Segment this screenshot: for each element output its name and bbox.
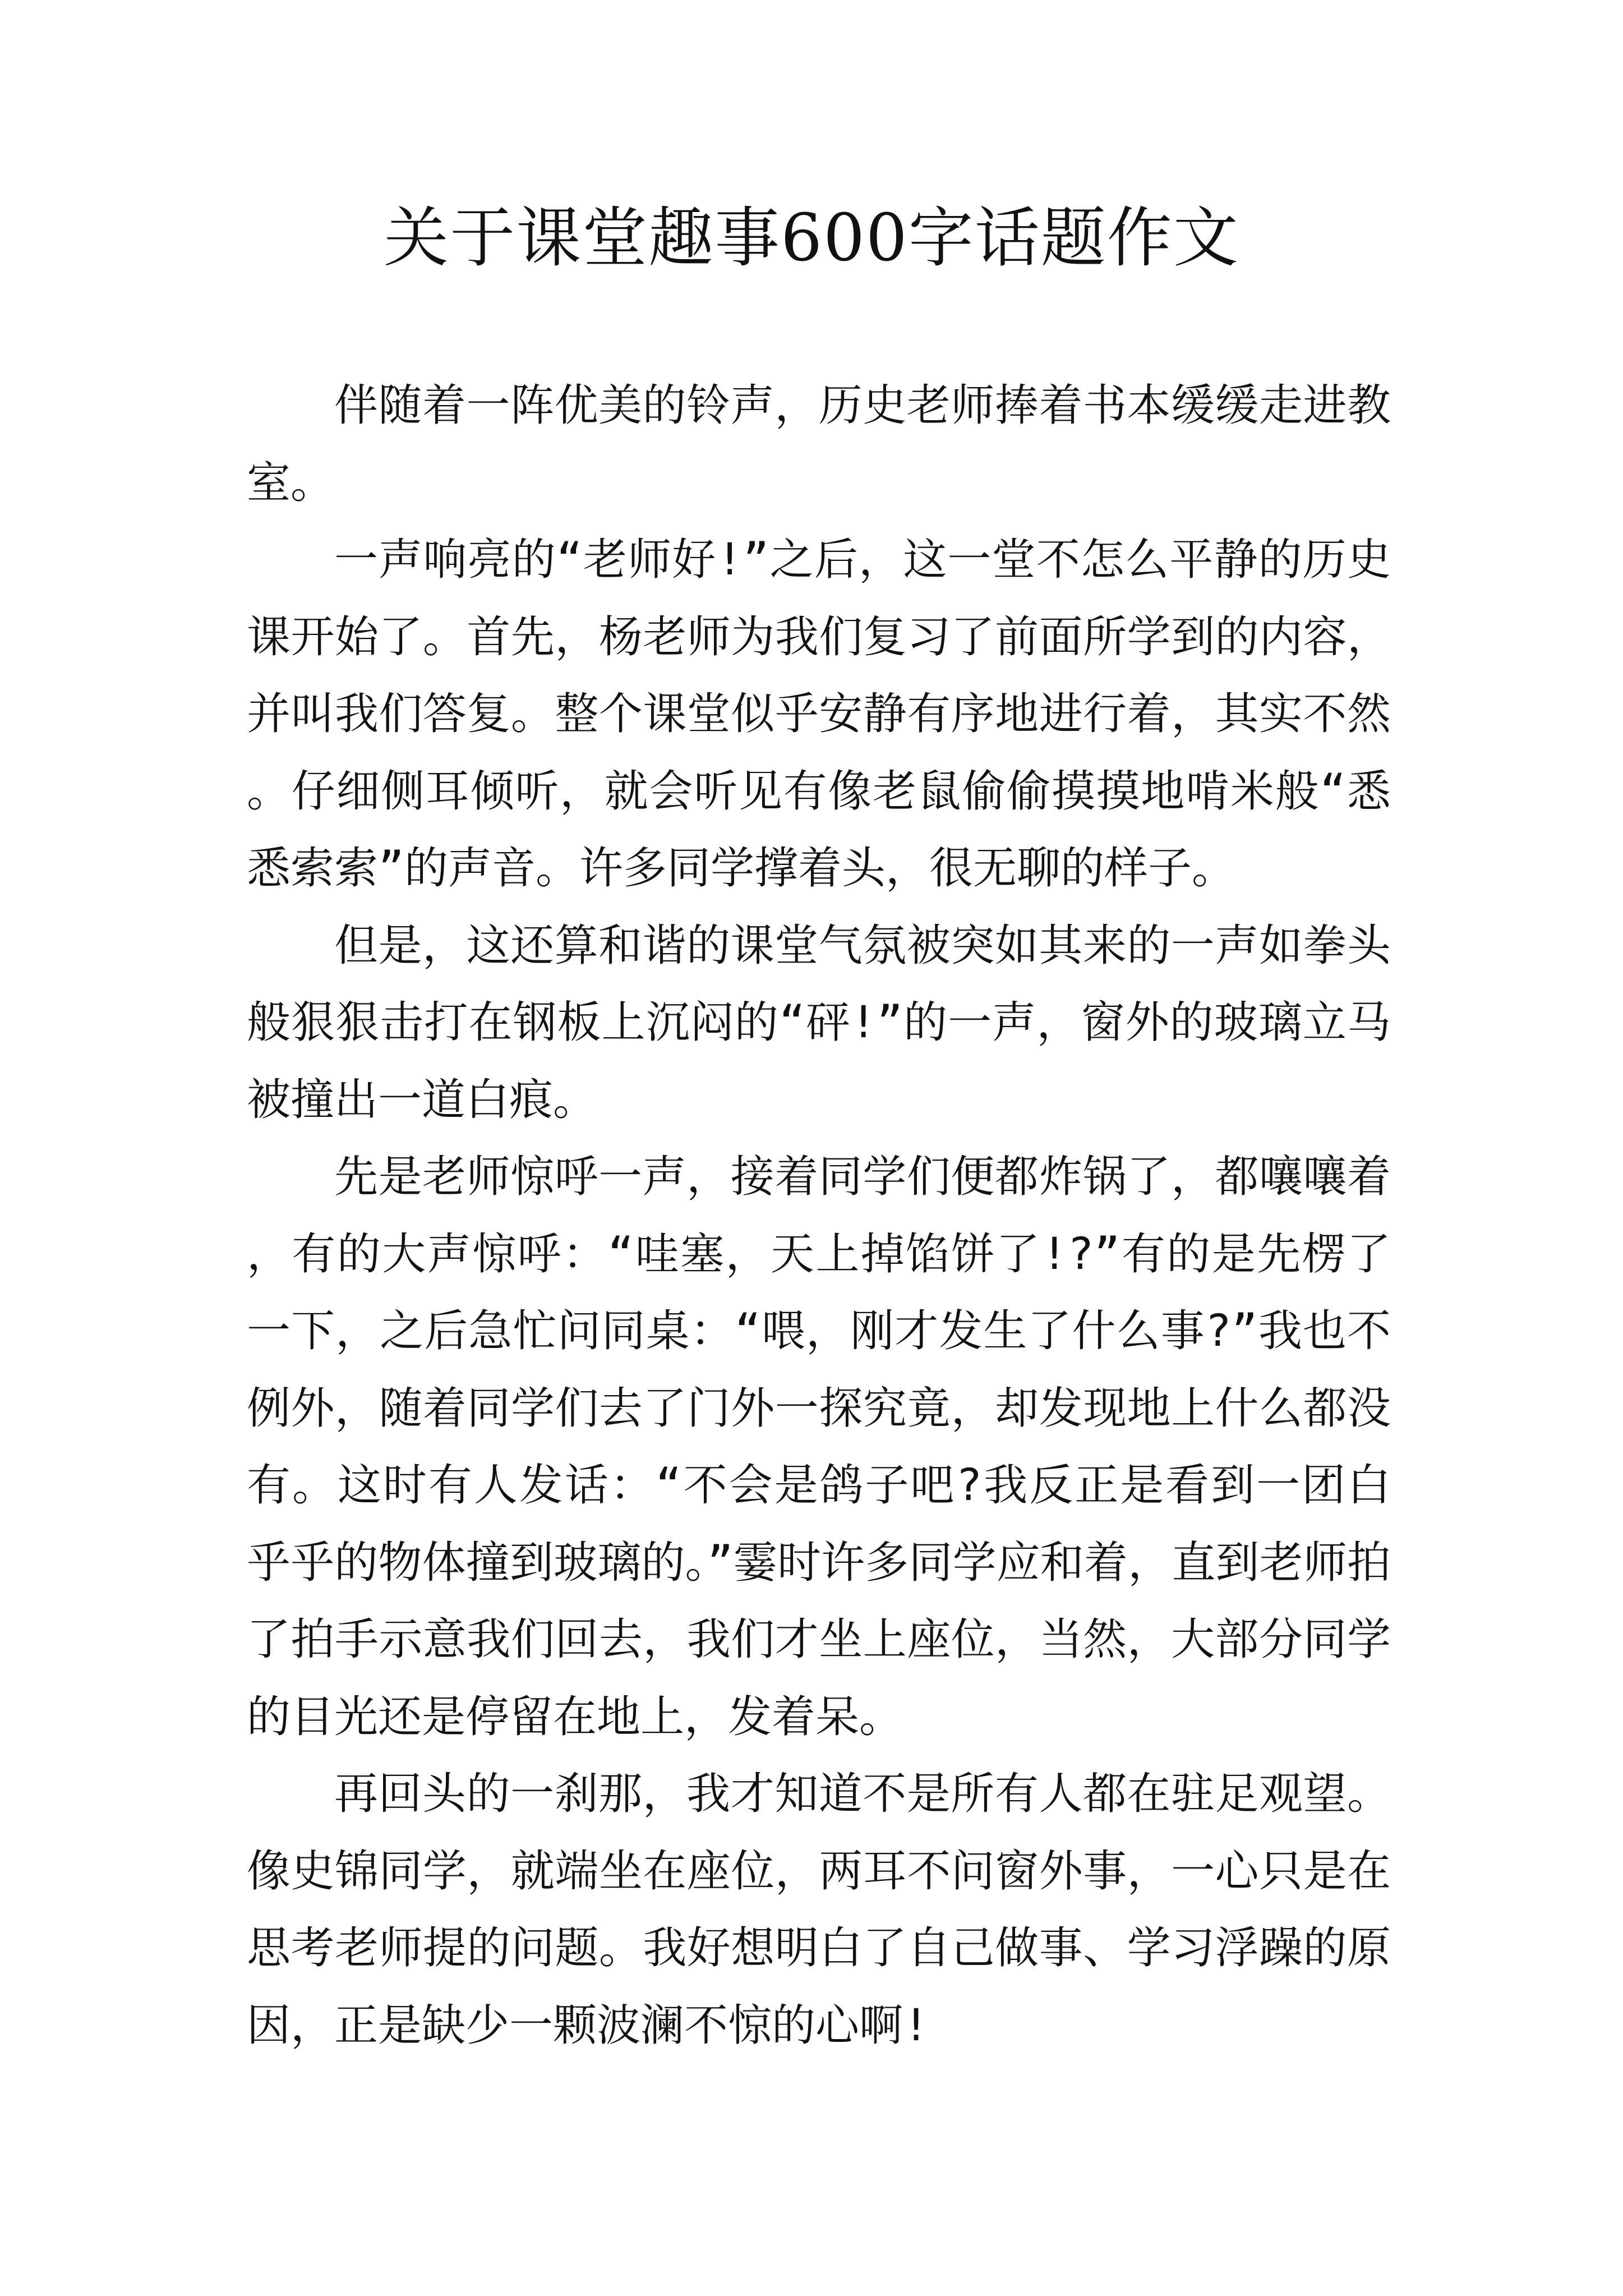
paragraph-4: 先是老师惊呼一声，接着同学们便都炸锅了，都嚷嚷着，有的大声惊呼：“哇塞，天上掉馅饼了!?”有的是先楞了一下，之后急忙问同桌：“喂，刚才发生了什么事?”我也不例外，随着同学们去了门外一探究竟，却发现地上什么都没有。这时有人发话：“不会是鸽子吧?我反正是看到一团白乎乎的物体撞到玻璃的。”霎时许多同学应和着，直到老师拍了拍手示意我们回去，我们才坐上座位，当然，大部分同学的目光还是停留在地上，发着呆。 [247,1152,1391,1742]
paragraph-2: 一声响亮的“老师好!”之后，这一堂不怎么平静的历史课开始了。首先，杨老师为我们复习了前面所学到的内容，并叫我们答复。整个课堂似乎安静有序地进行着，其实不然。仔细侧耳倾听，就会听见有像老鼠偷偷摸摸地啃米般“悉悉索索”的声音。许多同学撑着头，很无聊的样子。 [247,535,1391,894]
paragraph-1: 伴随着一阵优美的铃声，历史老师捧着书本缓缓走进教室。 [247,380,1391,508]
essay-body [247,367,1391,2064]
paragraph-3: 但是，这还算和谐的课堂气氛被突如其来的一声如拳头般狠狠击打在钢板上沉闷的“砰!”的一声，窗外的玻璃立马被撞出一道白痕。 [247,920,1391,1125]
document-title: 关于课堂趣事600字话题作文 [384,200,1239,276]
paragraph-5: 再回头的一刹那，我才知道不是所有人都在驻足观望。像史锦同学，就端坐在座位，两耳不问窗外事，一心只是在思考老师提的问题。我好想明白了自己做事、学习浮躁的原因，正是缺少一颗波澜不惊的心啊! [247,1769,1391,2051]
